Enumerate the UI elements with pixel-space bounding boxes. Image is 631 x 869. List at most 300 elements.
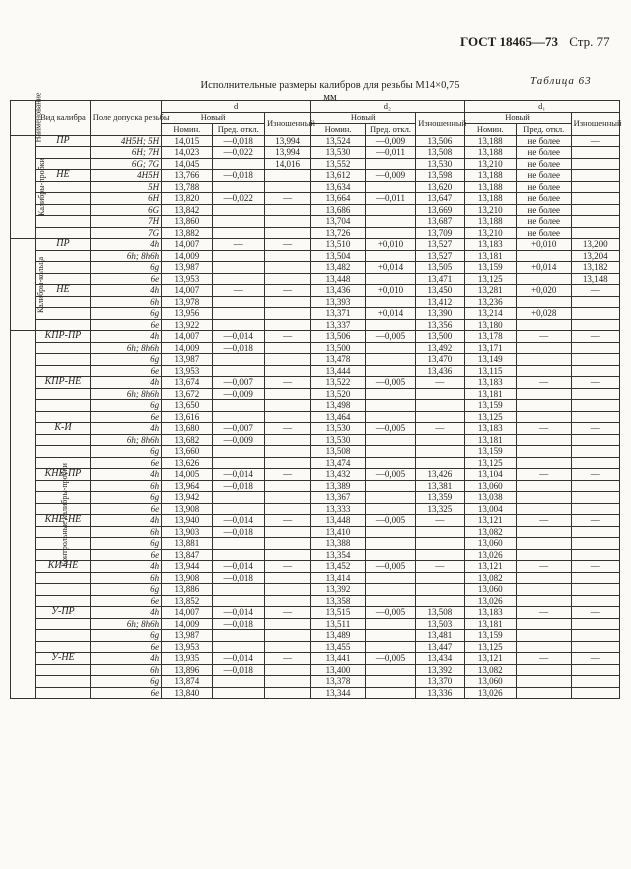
d-deviation-cell: — [212,285,264,297]
table-row [11,595,620,607]
d2-deviation-cell: —0,009 [365,170,415,182]
d2-deviation-cell [365,158,415,170]
gauge-type-cell [36,595,91,607]
d2-nominal-cell: 13,530 [311,147,366,159]
d2-deviation-cell [365,434,415,446]
d-worn-cell [265,400,311,412]
table-row [11,538,620,550]
d1-nominal-cell: 13,060 [464,584,516,596]
d1-worn-cell [571,227,619,239]
d-nominal-cell: 13,874 [162,676,212,688]
d1-worn-cell: 13,204 [571,250,619,262]
d1-worn-cell [571,204,619,216]
d-nominal-cell: 13,940 [162,515,212,527]
d2-worn-cell: 13,503 [416,618,464,630]
d2-worn-cell: — [416,515,464,527]
d1-nominal-cell: 13,183 [464,607,516,619]
d2-worn-cell: 13,390 [416,308,464,320]
d-worn-cell [265,308,311,320]
d1-nominal-cell: 13,121 [464,653,516,665]
d1-deviation-cell: — [516,515,571,527]
d1-nominal-cell: 13,210 [464,227,516,239]
tolerance-cell: 4h [90,469,161,481]
tolerance-cell: 6h; 8h6h [90,434,161,446]
d-worn-cell [265,216,311,228]
tolerance-cell: 6g [90,676,161,688]
header-worn-d: Изношенный [265,112,311,135]
d-deviation-cell [212,216,264,228]
table-row [11,204,620,216]
d1-nominal-cell: 13,236 [464,296,516,308]
d2-nominal-cell: 13,524 [311,135,366,147]
tolerance-cell: 6e [90,595,161,607]
d-deviation-cell: — [212,239,264,251]
d-worn-cell [265,457,311,469]
tolerance-cell: 6h; 8h6h [90,388,161,400]
d-nominal-cell: 13,953 [162,641,212,653]
d2-nominal-cell: 13,378 [311,676,366,688]
d2-deviation-cell [365,354,415,366]
table-row [11,147,620,159]
d2-worn-cell: 13,500 [416,331,464,343]
d1-worn-cell: — [571,653,619,665]
d1-deviation-cell [516,457,571,469]
d2-worn-cell [416,584,464,596]
d-deviation-cell: —0,014 [212,469,264,481]
d1-nominal-cell: 13,188 [464,170,516,182]
d-worn-cell [265,687,311,699]
d2-nominal-cell: 13,515 [311,607,366,619]
d1-deviation-cell [516,503,571,515]
d2-deviation-cell: —0,005 [365,469,415,481]
d2-nominal-cell: 13,520 [311,388,366,400]
d-nominal-cell: 13,788 [162,181,212,193]
d1-nominal-cell: 13,181 [464,434,516,446]
d2-worn-cell: 13,359 [416,492,464,504]
header-d1: d₁ [464,101,620,113]
header-gauge-type: Вид калибра [36,101,91,136]
category-label: Калибры-пробки [36,158,46,217]
d1-deviation-cell [516,296,571,308]
d2-nominal-cell: 13,464 [311,411,366,423]
d-nominal-cell: 13,616 [162,411,212,423]
d2-nominal-cell: 13,392 [311,584,366,596]
d2-nominal-cell: 13,612 [311,170,366,182]
header-nominal-d1: Номин. [464,124,516,136]
table-row [11,158,620,170]
d2-worn-cell [416,538,464,550]
table-row [11,250,620,262]
d2-worn-cell: 13,447 [416,641,464,653]
tolerance-cell: 6G [90,204,161,216]
table-row [11,584,620,596]
d1-nominal-cell: 13,159 [464,630,516,642]
d2-worn-cell: 13,426 [416,469,464,481]
d2-nominal-cell: 13,400 [311,664,366,676]
gauge-type-cell [36,618,91,630]
d-worn-cell [265,273,311,285]
d1-nominal-cell: 13,082 [464,572,516,584]
d1-worn-cell: — [571,561,619,573]
d1-worn-cell [571,457,619,469]
gauge-type-cell: КНЕ-НЕ [36,515,91,527]
d2-nominal-cell: 13,436 [311,285,366,297]
d1-nominal-cell: 13,060 [464,676,516,688]
d2-deviation-cell [365,572,415,584]
d2-deviation-cell [365,319,415,331]
d2-nominal-cell: 13,354 [311,549,366,561]
d-worn-cell [265,630,311,642]
d1-nominal-cell: 13,125 [464,457,516,469]
d2-worn-cell: 13,669 [416,204,464,216]
d2-deviation-cell [365,676,415,688]
d-deviation-cell [212,181,264,193]
d1-deviation-cell: не более [516,181,571,193]
d1-worn-cell: — [571,515,619,527]
d2-worn-cell: 13,527 [416,250,464,262]
d2-nominal-cell: 13,474 [311,457,366,469]
d1-worn-cell [571,296,619,308]
d2-worn-cell: 13,530 [416,158,464,170]
d-nominal-cell: 13,682 [162,434,212,446]
tolerance-cell: 6g [90,262,161,274]
d2-worn-cell: 13,436 [416,365,464,377]
d-worn-cell [265,492,311,504]
d1-worn-cell: — [571,285,619,297]
table-row [11,342,620,354]
d-nominal-cell: 13,674 [162,377,212,389]
d-deviation-cell [212,308,264,320]
d-deviation-cell: —0,014 [212,331,264,343]
d-worn-cell [265,342,311,354]
gauge-type-cell: КИ-НЕ [36,561,91,573]
d1-worn-cell [571,400,619,412]
d2-worn-cell [416,446,464,458]
d1-worn-cell [571,193,619,205]
table-row [11,273,620,285]
d1-nominal-cell: 13,121 [464,561,516,573]
d2-nominal-cell: 13,530 [311,423,366,435]
d-nominal-cell: 14,005 [162,469,212,481]
d1-nominal-cell: 13,082 [464,526,516,538]
d2-deviation-cell [365,411,415,423]
d2-worn-cell [416,549,464,561]
d2-nominal-cell: 13,489 [311,630,366,642]
d1-worn-cell [571,526,619,538]
d1-worn-cell [571,308,619,320]
tolerance-cell: 6g [90,538,161,550]
d2-deviation-cell [365,216,415,228]
gauge-type-cell [36,641,91,653]
d1-nominal-cell: 13,178 [464,331,516,343]
page-header [460,34,610,50]
table-label: Таблица 63 [530,75,592,87]
d-nominal-cell: 13,650 [162,400,212,412]
table-row [11,503,620,515]
d2-worn-cell: — [416,561,464,573]
d-deviation-cell: —0,018 [212,480,264,492]
d1-nominal-cell: 13,188 [464,181,516,193]
d2-nominal-cell: 13,511 [311,618,366,630]
d-nominal-cell: 13,953 [162,273,212,285]
d1-nominal-cell: 13,121 [464,515,516,527]
d2-worn-cell: 13,412 [416,296,464,308]
tolerance-cell: 4h [90,285,161,297]
d2-deviation-cell [365,538,415,550]
d1-deviation-cell: не более [516,158,571,170]
tolerance-cell: 6H [90,193,161,205]
tolerance-cell: 6g [90,630,161,642]
d-deviation-cell [212,296,264,308]
d1-nominal-cell: 13,060 [464,480,516,492]
gauge-type-cell [36,216,91,228]
tolerance-cell: 6e [90,641,161,653]
d2-nominal-cell: 13,482 [311,262,366,274]
gauge-type-cell [36,319,91,331]
table-row [11,653,620,665]
d-deviation-cell [212,687,264,699]
header-worn-d1: Изношенный [571,112,619,135]
d-deviation-cell [212,549,264,561]
d1-deviation-cell [516,319,571,331]
d-nominal-cell: 14,015 [162,135,212,147]
table-row [11,377,620,389]
tolerance-cell: 6h [90,480,161,492]
gauge-type-cell: У-НЕ [36,653,91,665]
d1-deviation-cell [516,595,571,607]
d-nominal-cell: 13,881 [162,538,212,550]
d-worn-cell: 14,016 [265,158,311,170]
d1-deviation-cell: +0,014 [516,262,571,274]
gauge-type-cell [36,227,91,239]
d1-nominal-cell: 13,159 [464,400,516,412]
d1-worn-cell [571,492,619,504]
d1-nominal-cell: 13,104 [464,469,516,481]
d-nominal-cell: 13,847 [162,549,212,561]
header-new-d1: Новый [464,112,571,124]
d-worn-cell [265,538,311,550]
d1-deviation-cell [516,342,571,354]
d1-worn-cell [571,618,619,630]
tolerance-cell: 4h [90,561,161,573]
d2-deviation-cell [365,400,415,412]
d1-nominal-cell: 13,125 [464,411,516,423]
d-nominal-cell: 13,842 [162,204,212,216]
d-deviation-cell [212,630,264,642]
d2-nominal-cell: 13,448 [311,515,366,527]
d-deviation-cell [212,595,264,607]
d2-nominal-cell: 13,367 [311,492,366,504]
gauge-type-cell [36,147,91,159]
gauge-type-cell: КПР-НЕ [36,377,91,389]
d-deviation-cell [212,538,264,550]
gauge-type-cell [36,388,91,400]
d2-worn-cell [416,526,464,538]
tolerance-cell: 6g [90,354,161,366]
d-worn-cell [265,365,311,377]
d1-worn-cell [571,549,619,561]
d1-deviation-cell [516,526,571,538]
gauge-type-cell [36,400,91,412]
d-nominal-cell: 13,896 [162,664,212,676]
d2-nominal-cell: 13,358 [311,595,366,607]
d2-worn-cell: 13,709 [416,227,464,239]
d-deviation-cell: —0,018 [212,170,264,182]
d2-nominal-cell: 13,664 [311,193,366,205]
d-worn-cell [265,526,311,538]
d1-deviation-cell [516,641,571,653]
d2-deviation-cell: —0,005 [365,515,415,527]
gauge-type-cell: КПР-ПР [36,331,91,343]
gauge-type-cell [36,676,91,688]
d1-nominal-cell: 13,038 [464,492,516,504]
table-row [11,630,620,642]
d-deviation-cell [212,492,264,504]
d1-worn-cell [571,216,619,228]
gauge-type-cell [36,572,91,584]
table-row [11,354,620,366]
d-nominal-cell: 13,987 [162,262,212,274]
header-tolerance: Поле допуска резьбы [90,101,161,136]
d-nominal-cell: 13,964 [162,480,212,492]
d1-deviation-cell: не более [516,204,571,216]
d2-deviation-cell: —0,011 [365,147,415,159]
d2-deviation-cell [365,480,415,492]
d2-worn-cell: 13,336 [416,687,464,699]
tolerance-cell: 6e [90,411,161,423]
d-worn-cell [265,503,311,515]
tolerance-cell: 6h [90,526,161,538]
d2-nominal-cell: 13,337 [311,319,366,331]
d-nominal-cell: 13,820 [162,193,212,205]
d-worn-cell: — [265,285,311,297]
d-nominal-cell: 13,987 [162,354,212,366]
d1-worn-cell [571,676,619,688]
tolerance-cell: 4h [90,331,161,343]
table-row [11,135,620,147]
d2-worn-cell [416,457,464,469]
d-worn-cell [265,411,311,423]
d-nominal-cell: 13,660 [162,446,212,458]
d2-deviation-cell [365,273,415,285]
d2-nominal-cell: 13,448 [311,273,366,285]
d-worn-cell: — [265,469,311,481]
d1-nominal-cell: 13,159 [464,262,516,274]
d-worn-cell: — [265,331,311,343]
gauge-type-cell [36,687,91,699]
d-deviation-cell: —0,018 [212,572,264,584]
d-deviation-cell: —0,022 [212,147,264,159]
d-nominal-cell: 13,626 [162,457,212,469]
d-nominal-cell: 13,860 [162,216,212,228]
d1-nominal-cell: 13,004 [464,503,516,515]
d-worn-cell [265,204,311,216]
d-worn-cell: 13,994 [265,147,311,159]
d1-worn-cell: — [571,607,619,619]
d2-nominal-cell: 13,333 [311,503,366,515]
d-worn-cell [265,227,311,239]
d1-worn-cell [571,434,619,446]
d1-deviation-cell: — [516,607,571,619]
d2-nominal-cell: 13,522 [311,377,366,389]
table-row [11,526,620,538]
d-worn-cell: — [265,515,311,527]
gauge-type-cell [36,354,91,366]
table-row [11,262,620,274]
d1-deviation-cell [516,630,571,642]
d2-worn-cell: 13,620 [416,181,464,193]
d-nominal-cell: 13,766 [162,170,212,182]
d1-nominal-cell: 13,188 [464,216,516,228]
d-worn-cell [265,170,311,182]
d1-deviation-cell: не более [516,135,571,147]
d-deviation-cell [212,365,264,377]
d2-deviation-cell: —0,005 [365,607,415,619]
d1-worn-cell [571,354,619,366]
d1-deviation-cell: не более [516,216,571,228]
d1-nominal-cell: 13,188 [464,135,516,147]
d-deviation-cell [212,400,264,412]
d2-nominal-cell: 13,508 [311,446,366,458]
d2-nominal-cell: 13,414 [311,572,366,584]
d1-worn-cell [571,584,619,596]
d-worn-cell [265,549,311,561]
d-nominal-cell: 13,882 [162,227,212,239]
header-name-text: Наименование [33,92,43,143]
table-row [11,170,620,182]
header-nominal-d: Номин. [162,124,212,136]
d-nominal-cell: 14,007 [162,239,212,251]
d2-worn-cell: 13,506 [416,135,464,147]
d1-deviation-cell [516,687,571,699]
table-row [11,308,620,320]
d-nominal-cell: 14,045 [162,158,212,170]
d2-nominal-cell: 13,432 [311,469,366,481]
d2-worn-cell: — [416,423,464,435]
d1-deviation-cell: — [516,377,571,389]
d2-nominal-cell: 13,393 [311,296,366,308]
tolerance-cell: 4h [90,607,161,619]
d-deviation-cell: —0,018 [212,526,264,538]
tolerance-cell: 6e [90,549,161,561]
header-new-d2: Новый [311,112,416,124]
table-row [11,331,620,343]
d2-deviation-cell [365,618,415,630]
d-nominal-cell: 13,840 [162,687,212,699]
d-worn-cell [265,641,311,653]
d-deviation-cell: —0,007 [212,377,264,389]
d-nominal-cell: 14,009 [162,250,212,262]
d1-worn-cell [571,158,619,170]
d2-worn-cell: 13,370 [416,676,464,688]
d2-deviation-cell: —0,011 [365,193,415,205]
table-row [11,181,620,193]
header-d: d [162,101,311,113]
d-nominal-cell: 13,942 [162,492,212,504]
d1-nominal-cell: 13,183 [464,423,516,435]
table-row [11,515,620,527]
d2-deviation-cell: +0,014 [365,308,415,320]
d2-deviation-cell [365,595,415,607]
d2-nominal-cell: 13,478 [311,354,366,366]
d2-deviation-cell: —0,005 [365,561,415,573]
standard-number: ГОСТ 18465—73 [460,34,559,49]
d1-nominal-cell: 13,181 [464,388,516,400]
d-nominal-cell: 13,908 [162,503,212,515]
d2-worn-cell: 13,434 [416,653,464,665]
d1-nominal-cell: 13,125 [464,273,516,285]
d1-deviation-cell [516,250,571,262]
